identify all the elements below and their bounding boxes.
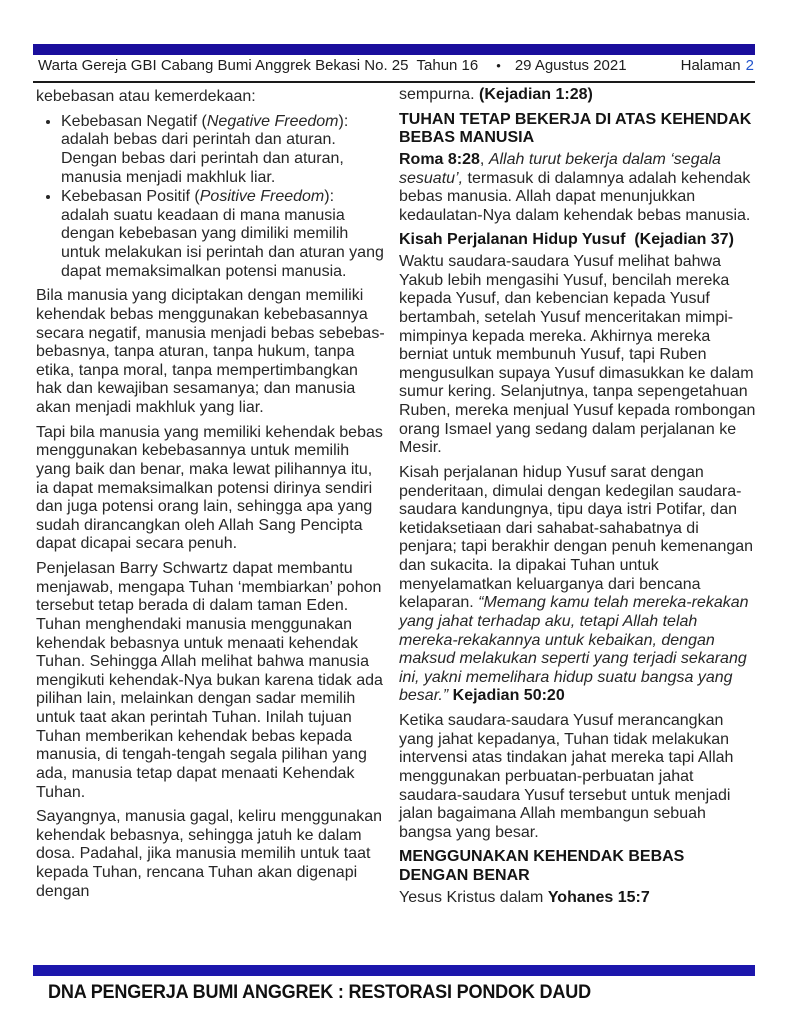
text-run: Yesus Kristus dalam bbox=[399, 888, 548, 906]
footer-banner: DNA PENGERJA BUMI ANGGREK : RESTORASI PONDOK DAUD bbox=[48, 982, 591, 1003]
paragraph bbox=[399, 86, 756, 105]
text-run: Kisah Perjalanan Hidup Yusuf (Kejadian 37) bbox=[399, 231, 734, 249]
section-subheading bbox=[399, 231, 756, 250]
paragraph bbox=[36, 88, 386, 107]
left-column bbox=[36, 88, 386, 907]
top-divider-bar bbox=[33, 44, 755, 55]
text-run: (Kejadian 1:28) bbox=[479, 86, 593, 103]
section-heading bbox=[399, 111, 756, 148]
footer-divider-bar bbox=[33, 965, 755, 976]
paragraph bbox=[36, 287, 386, 417]
paragraph bbox=[36, 424, 386, 554]
page-indicator bbox=[681, 57, 754, 74]
newsletter-title: Warta Gereja GBI Cabang Bumi Anggrek Bekasi No. 25 Tahun 16 bbox=[38, 57, 479, 74]
header-rule bbox=[33, 81, 755, 83]
text-run: kebebasan atau kemerdekaan: bbox=[36, 88, 256, 105]
text-run: Tapi bila manusia yang memiliki kehendak bebas menggunakan kebebasannya untuk memilih yang baik dan benar, maka lewat pilihannya itu, ia dapat memaksimalkan potensi dirinya sendiri dan juga potensi orang lain, sehingga apa yang sudah dirancangkan oleh Allah Sang Pencipta dapat dicapai secara penuh. bbox=[36, 423, 383, 553]
paragraph bbox=[36, 560, 386, 802]
section-heading bbox=[399, 848, 756, 885]
paragraph bbox=[399, 712, 756, 842]
text-run: Kebebasan Positif ( bbox=[61, 188, 200, 206]
page-label: Halaman bbox=[680, 57, 741, 74]
text-run: TUHAN TETAP BEKERJA DI ATAS KEHENDAK BEBAS MANUSIA bbox=[399, 110, 752, 147]
text-run: Bila manusia yang diciptakan dengan memiliki kehendak bebas menggunakan kebebasannya secara negatif, manusia menjadi bebas sebebas-bebasnya, tanpa aturan, tanpa hukum, tanpa etika, tanpa moral, tanpa mempertimbangkan hak dan kewajiban sesamanya; dan manusia akan menjadi makhluk yang liar. bbox=[36, 287, 385, 416]
text-run: “Memang kamu telah mereka-rekakan yang jahat terhadap aku, tetapi Allah telah mereka-rekakannya untuk kebaikan, dengan maksud melakukan seperti yang terjadi sekarang ini, yakni memelihara hidup suatu bangsa yang besar.” bbox=[399, 594, 749, 705]
text-run: Allah turut bekerja dalam ‘segala sesuatu’, bbox=[399, 150, 721, 187]
text-run: Kisah perjalanan hidup Yusuf sarat dengan penderitaan, dimulai dengan kedegilan saudara-saudara kandungnya, tipu daya istri Potifar, dan ketidaksetiaan dari sahabat-sahabatnya di penjara; tapi berakhir dengan penuh kemenangan dan sukacita. Ia dipakai Tuhan untuk menyelamatkan keluarganya dari bencana kelaparan. bbox=[399, 463, 754, 612]
paragraph bbox=[399, 253, 756, 458]
text-run: Sayangnya, manusia gagal, keliru menggunakan kehendak bebasnya, sehingga jatuh ke dalam dosa. Padahal, jika manusia memilih untuk taat kepada Tuhan, rencana Tuhan akan digenapi dengan bbox=[36, 808, 383, 900]
page-number: 2 bbox=[745, 57, 754, 74]
text-run: MENGGUNAKAN KEHENDAK BEBAS DENGAN BENAR bbox=[399, 848, 685, 884]
text-run: ): adalah suatu keadaan di mana manusia dengan kebebasan yang dimiliki memilih untuk melakukan isi perintah dan aturan yang dapat memaksimalkan potensi manusia. bbox=[61, 188, 384, 280]
text-run: Waktu saudara-saudara Yusuf melihat bahwa Yakub lebih mengasihi Yusuf, bencilah mereka kepada Yusuf, dan kebencian kepada Yusuf bertambah, setelah Yusuf menceritakan mimpi-mimpinya kepada mereka. Akhirnya mereka berniat untuk membunuh Yusuf, tapi Ruben mengusulkan supaya Yusuf dimasukkan ke dalam sumur kering. Selanjutnya, tanpa sepengetahuan Ruben, mereka menjual Yusuf kepada rombongan orang Ismael yang sedang dalam perjalanan ke Mesir. bbox=[399, 253, 756, 457]
bullet-item bbox=[61, 188, 386, 281]
text-run: Negative Freedom bbox=[206, 112, 339, 130]
right-column bbox=[399, 86, 756, 913]
text-run: termasuk di dalamnya adalah kehendak bebas manusia. Allah dapat menunjukkan kedaulatan-Nya dalam kehendak bebas manusia. bbox=[399, 169, 751, 224]
text-run: Positive Freedom bbox=[199, 188, 325, 206]
text-run: Kejadian 50:20 bbox=[452, 687, 565, 705]
bullet-item bbox=[61, 113, 386, 188]
bullet-separator-icon: • bbox=[496, 58, 501, 73]
bullet-list bbox=[36, 113, 386, 282]
text-run: Yohanes 15:7 bbox=[547, 888, 650, 906]
text-run: Penjelasan Barry Schwartz dapat membantu menjawab, mengapa Tuhan ‘membiarkan’ pohon tersebut tetap berada di dalam taman Eden. Tuhan menghendaki manusia menggunakan kehendak bebasnya untuk menaati kehendak Tuhan. Sehingga Allah melihat bahwa manusia mengikuti kehendak-Nya bukan karena tidak ada pilihan lain, melainkan dengan sadar memilih untuk taat akan perintah Tuhan. Inilah tujuan Tuhan memberikan kehendak bebas kepada manusia, di tengah-tengah segala pilihan yang ada, manusia tetap dapat menaati Kehendak Tuhan. bbox=[36, 560, 383, 801]
text-run: sempurna. bbox=[399, 86, 480, 103]
text-run: Ketika saudara-saudara Yusuf merancangkan yang jahat kepadanya, Tuhan tidak melakukan intervensi atas tindakan jahat mereka tapi Allah menggunakan perbuatan-perbuatan jahat saudara-saudara Yusuf tersebut untuk menjadi jalan bagaimana Allah membangun sebuah bangsa yang besar. bbox=[399, 712, 734, 841]
paragraph bbox=[399, 464, 756, 706]
paragraph bbox=[399, 151, 756, 226]
text-run: Roma 8:28 bbox=[399, 150, 480, 168]
page-header bbox=[38, 57, 754, 74]
text-run: Kebebasan Negatif ( bbox=[61, 112, 207, 130]
paragraph bbox=[36, 808, 386, 901]
paragraph bbox=[399, 889, 756, 908]
text-run: ): adalah bebas dari perintah dan aturan. Dengan bebas dari perintah dan aturan, manusia menjadi makhluk liar. bbox=[61, 112, 349, 186]
issue-date: 29 Agustus 2021 bbox=[514, 57, 627, 74]
text-run: , bbox=[479, 150, 489, 168]
